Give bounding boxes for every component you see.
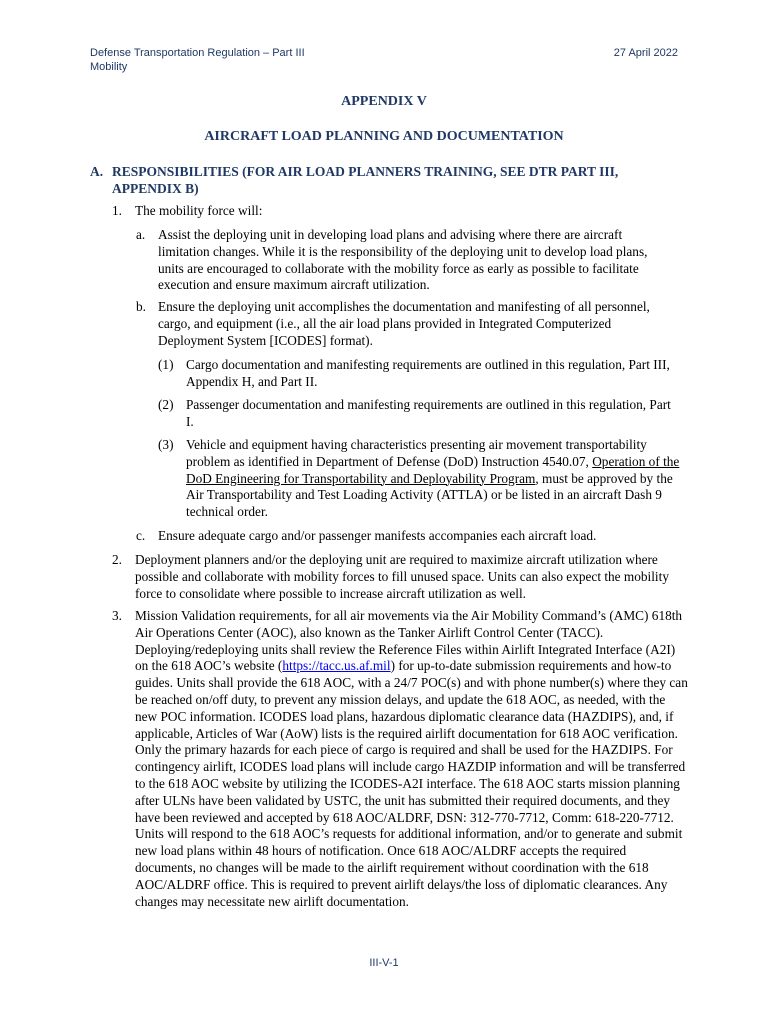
item-1 bbox=[112, 203, 690, 220]
document-subtitle: Mobility bbox=[90, 61, 128, 73]
item-2 bbox=[112, 552, 690, 602]
document-title: Defense Transportation Regulation – Part III bbox=[90, 47, 305, 59]
item-1b-3 bbox=[158, 437, 680, 521]
item-1b-2 bbox=[158, 397, 680, 431]
item-1b-1-text: Cargo documentation and manifesting requirements are outlined in this regulation, Part III, Appendix H, and Part II. bbox=[186, 357, 670, 389]
section-a-label: A. bbox=[90, 164, 104, 179]
item-1a bbox=[136, 227, 676, 294]
item-1c bbox=[136, 528, 676, 545]
item-1b-1 bbox=[158, 357, 680, 391]
item-1-text: The mobility force will: bbox=[135, 203, 263, 218]
section-a-text: RESPONSIBILITIES (FOR AIR LOAD PLANNERS TRAINING, SEE DTR PART III, APPENDIX B) bbox=[112, 164, 619, 196]
item-1a-text: Assist the deploying unit in developing load plans and advising where there are aircraft limitation changes. While it is the responsibility of the deploying unit to develop load plans, units are encouraged to collaborate with the mobility force as early as possible to facilitate execution and ensure maximum aircraft utilization. bbox=[158, 227, 648, 293]
item-1b-text: Ensure the deploying unit accomplishes the documentation and manifesting of all personnel, cargo, and equipment (i.e., all the air load plans provided in Integrated Computerized Deployment System [ICODES] format). bbox=[158, 299, 650, 348]
item-1c-text: Ensure adequate cargo and/or passenger manifests accompanies each aircraft load. bbox=[158, 528, 597, 543]
item-1b-1-number: (1) bbox=[158, 357, 174, 372]
item-1b-3-text: Vehicle and equipment having characteristics presenting air movement transportability problem as identified in Department of Defense (DoD) Instruction 4540.07, Operation of the DoD Engineering for Transportability and Deployability Program, must be approved by the Air Transportability and Test Loading Activity (ATTLA) or be listed in an aircraft Dash 9 technical order. bbox=[186, 437, 680, 520]
page-title: AIRCRAFT LOAD PLANNING AND DOCUMENTATION bbox=[204, 129, 564, 144]
section-a-heading bbox=[90, 163, 690, 197]
item-1b-number: b. bbox=[136, 299, 146, 314]
header-date: 27 April 2022 bbox=[613, 47, 678, 59]
item-1c-number: c. bbox=[136, 528, 146, 543]
page-number: III-V-1 bbox=[369, 957, 399, 969]
item-1b-2-text: Passenger documentation and manifesting requirements are outlined in this regulation, Part I. bbox=[186, 397, 671, 429]
dodi-4540-07-link[interactable]: Operation of the DoD Engineering for Transportability and Deployability Program bbox=[186, 453, 680, 486]
item-1b bbox=[136, 299, 676, 349]
item-1a-number: a. bbox=[136, 227, 146, 242]
item-3 bbox=[112, 608, 690, 910]
item-1b-2-number: (2) bbox=[158, 397, 174, 412]
item-3-number: 3. bbox=[112, 608, 122, 623]
running-header-left bbox=[90, 46, 305, 74]
tacc-website-link[interactable]: https://tacc.us.af.mil bbox=[282, 658, 391, 674]
item-3-text: Mission Validation requirements, for all air movements via the Air Mobility Command’s (AMC) 618th Air Operations Center (AOC), also known as the Tanker Airlift Control Center (TACC). Deploying/redeploying units shall review the Reference Files within Airlift Integrated Interface (A2I) on the 618 AOC’s website (https://tacc.us.af.mil) for up-to-date submission requirements and how-to guides. Units shall provide the 618 AOC, with a 24/7 POC(s) and with phone number(s) where they can be reached on/off duty, to prevent any mission delays, and update the 618 AOC, as needed, with the new POC information. ICODES load plans, hazardous diplomatic clearance data (HAZDIPS), and, if applicable, Articles of War (AoW) lists is the required airlift documentation for 618 AOC verification. Only the primary hazards for each piece of cargo is required and shall be used for the HAZDIPS. For contingency airlift, ICODES load plans will include cargo HAZDIP information and will be transferred to the 618 AOC website by utilizing the ICODES-A2I interface. The 618 AOC starts mission planning after ULNs have been validated by USTC, the unit has submitted their required documents, and they have been reviewed and accepted by 618 AOC/ALDRF, DSN: 312-770-7712, Comm: 618-220-7712. Units will respond to the 618 AOC’s requests for additional information, and/or to generate and submit new load plans within 48 hours of notification. Once 618 AOC/ALDRF accepts the required documents, no changes will be made to the airlift requirement without coordination with the 618 AOC/ALDRF office. This is required to prevent airlift delays/the loss of diplomatic clearances. Any changes may necessitate new airlift documentation. bbox=[135, 608, 688, 909]
item-2-text: Deployment planners and/or the deploying unit are required to maximize aircraft utilization where possible and collaborate with mobility forces to fill unused space. Units can also expect the mobility force to consolidate where possible to increase aircraft utilization as well. bbox=[135, 552, 669, 601]
item-2-number: 2. bbox=[112, 552, 122, 567]
appendix-title: APPENDIX V bbox=[341, 94, 427, 109]
item-1b-3-number: (3) bbox=[158, 437, 174, 452]
item-1-number: 1. bbox=[112, 203, 122, 218]
